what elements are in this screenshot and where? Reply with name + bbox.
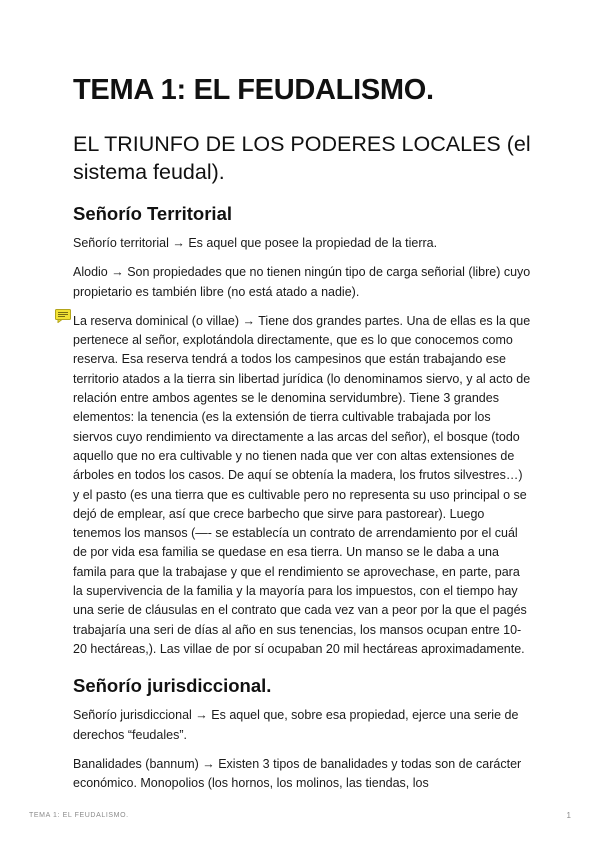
subsection-title-jurisdiccional: Señorío jurisdiccional.: [73, 675, 272, 697]
subsection-title-territorial: Señorío Territorial: [73, 203, 232, 224]
footer-running-title: TEMA 1: EL FEUDALISMO.: [29, 812, 129, 819]
paragraph-senorio-jurisdiccional: Señorío jurisdiccional → Es aquel que, sobre esa propiedad, ejerce una serie de derechos “feudales”.: [73, 708, 519, 742]
paragraph-reserva-dominical: La reserva dominical (o villae) → Tiene dos grandes partes. Una de ellas es la que pertenece al señor, explotándola directamente, que es lo que conocemos como reserva. Esa reserva tendrá a todos los campesinos que están trabajando ese territorio atados a la tierra sin libertad jurídica (lo denominamos siervo, y al acto de relación entre ambos agentes se le denomina servidumbre). Tiene 3 grandes elementos: la tenencia (es la extensión de tierra cultivable trabajada por los siervos cuyo rendimiento va directamente a las arcas del señor), el bosque (todo aquello que no era cultivable y no tienen nada que ver con altas extensiones de árboles en todos los casos. De aquí se obtenía la madera, los frutos silvestres…) y el pasto (es una tierra que es cultivable pero no representa su uso principal o se dejó de emplear, así que crece barbecho que sirve para pastorear). Luego tenemos los mansos (—- se establecía un contrato de arrendamiento por el cuál de por vida esa familia se quedase en esa tierra. Un manso se le daba a una famila para que la trabajase y que el rendimiento se aprovechase, en parte, para la supervivencia de la familia y la mayoría para los impuestos, con el tiempo hay una serie de cláusulas en el contrato que cada vez van a peor por la que el pagés trabajaría una seri de días al año en sus tenencias, los mansos ocupan entre 10-20 hectáreas,). Las villae de por sí ocupaban 20 mil hectáreas aproximadamente.: [73, 313, 531, 656]
section-title: EL TRIUNFO DE LOS PODERES LOCALES (el sistema feudal).: [73, 132, 531, 184]
paragraph-alodio: Alodio → Son propiedades que no tienen ningún tipo de carga señorial (libre) cuyo propietario es también libre (no está atado a nadie).: [73, 265, 531, 299]
footer-page-number: 1: [566, 811, 571, 820]
paragraph-senorio-territorial: Señorío territorial → Es aquel que posee la propiedad de la tierra.: [73, 236, 438, 250]
paragraph-banalidades: Banalidades (bannum) → Existen 3 tipos de banalidades y todas son de carácter económico. Monopolios (los hornos, los molinos, las tiendas, los: [73, 756, 522, 791]
page-title: TEMA 1: EL FEUDALISMO.: [73, 74, 434, 106]
sticky-note-icon[interactable]: [55, 309, 71, 323]
document-body: [73, 72, 531, 793]
